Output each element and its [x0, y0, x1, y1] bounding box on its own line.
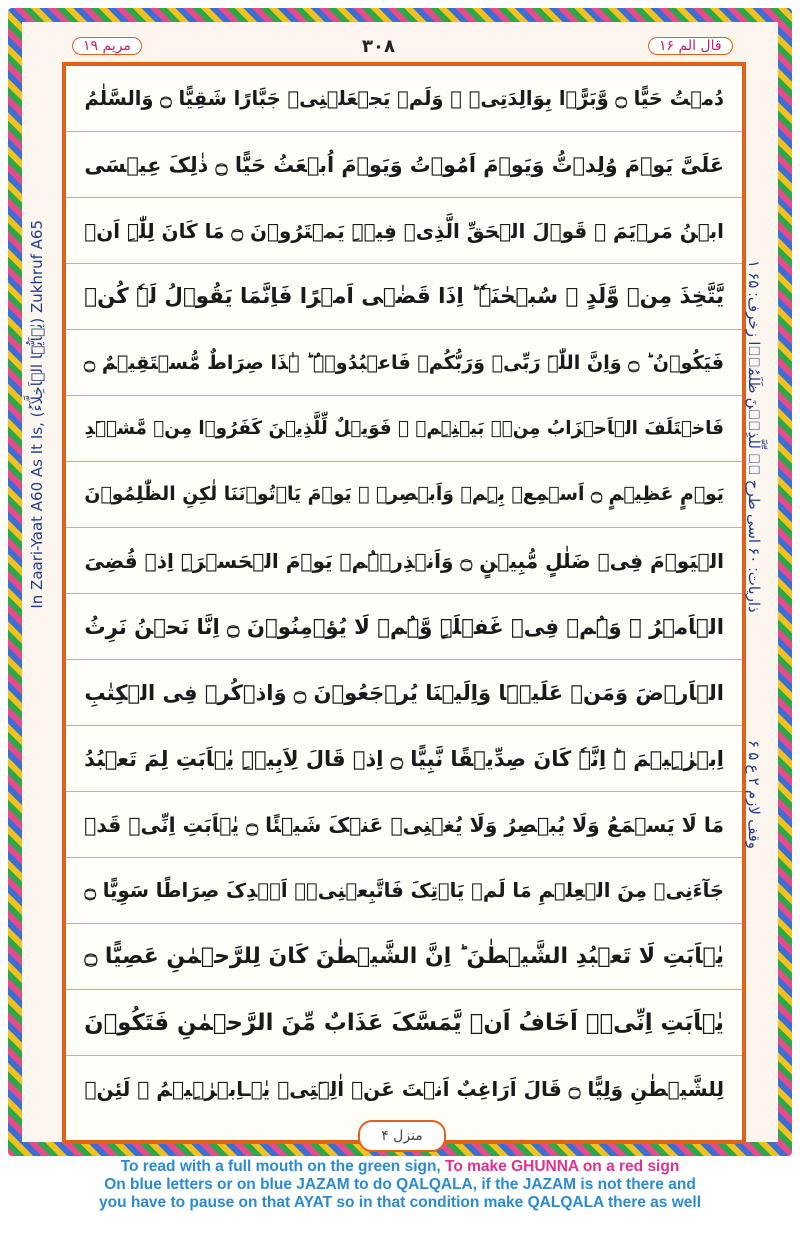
text-line-10: الۡاَرۡضَ وَمَنۡ عَلَیۡہَا وَاِلَیۡنَا یُرۡجَعُوۡنَ ۝ وَاذۡکُرۡ فِی الۡکِتٰبِ	[66, 660, 742, 726]
left-margin-note: In Zaari-Yaat A60 As It Is, (یٰۤاَیُّہَا الۡاَخِلَّآءُ) Zukhruf A65	[28, 220, 46, 609]
text-line-3: ابۡنُ مَرۡیَمَ ۚ قَوۡلَ الۡحَقِّ الَّذِیۡ فِیۡہِ یَمۡتَرُوۡنَ ۝ مَا کَانَ لِلّٰہِ اَنۡ	[66, 198, 742, 264]
text-line-7: یَوۡمٍ عَظِیۡمٍ ۝ اَسۡمِعۡ بِہِمۡ وَاَبۡصِرۡ ۙ یَوۡمَ یَاۡتُوۡنَنَا لٰکِنِ الظّٰلِمُوۡنَ	[66, 462, 742, 528]
text-line-4: یَّتَّخِذَ مِنۡ وَّلَدٍ ۙ سُبۡحٰنَہٗ ؕ اِذَا قَضٰۤی اَمۡرًا فَاِنَّمَا یَقُوۡلُ لَہٗ کُنۡ	[66, 264, 742, 330]
juz-name-badge: قال الم ۱۶	[648, 34, 733, 58]
text-line-1: دُمۡتُ حَیًّا ۝ وَّبَرًّۢا بِوَالِدَتِیۡ ۫ وَلَمۡ یَجۡعَلۡنِیۡ جَبَّارًا شَقِیًّا ۝ وَالسَّلٰمُ	[66, 66, 742, 132]
text-line-15: یٰۤاَبَتِ اِنِّیۡۤ اَخَافُ اَنۡ یَّمَسَّکَ عَذَابٌ مِّنَ الرَّحۡمٰنِ فَتَکُوۡنَ	[66, 990, 742, 1056]
manzil-badge: منزل ۴	[358, 1120, 446, 1152]
text-line-11: اِبۡرٰہِیۡمَ ۬ؕ اِنَّہٗ کَانَ صِدِّیۡقًا نَّبِیًّا ۝ اِذۡ قَالَ لِاَبِیۡہِ یٰۤاَبَتِ لِمَ تَعۡبُدُ	[66, 726, 742, 792]
text-line-8: الۡیَوۡمَ فِیۡ ضَلٰلٍ مُّبِیۡنٍ ۝ وَاَنۡذِرۡہُمۡ یَوۡمَ الۡحَسۡرَۃِ اِذۡ قُضِیَ	[66, 528, 742, 594]
footer-line-2: On blue letters or on blue JAZAM to do QALQALA, if the JAZAM is not there and	[104, 1176, 696, 1193]
footer-green-instruction: To read with a full mouth on the green sign,	[120, 1158, 446, 1175]
text-line-12: مَا لَا یَسۡمَعُ وَلَا یُبۡصِرُ وَلَا یُغۡنِیۡ عَنۡکَ شَیۡئًا ۝ یٰۤاَبَتِ اِنِّیۡ قَدۡ	[66, 792, 742, 858]
text-line-6: فَاخۡتَلَفَ الۡاَحۡزَابُ مِنۡۢ بَیۡنِہِمۡ ۚ فَوَیۡلٌ لِّلَّذِیۡنَ کَفَرُوۡا مِنۡ مَّشۡہَدِ	[66, 396, 742, 462]
page-number: ۳۰۸	[362, 35, 395, 57]
footer-red-instruction: To make GHUNNA on a red sign	[445, 1158, 680, 1175]
text-line-13: جَآءَنِیۡ مِنَ الۡعِلۡمِ مَا لَمۡ یَاۡتِکَ فَاتَّبِعۡنِیۡۤ اَہۡدِکَ صِرَاطًا سَوِیًّا ۝	[66, 858, 742, 924]
right-margin-note: ۱ ذاریات: ۶۰ اسی طرح ہے لِّلَّذِیۡنَ ظَلَمُوۡا زخرف: ۶۵	[745, 260, 762, 613]
surah-name-badge: مریم ۱۹	[72, 34, 142, 58]
right-margin-ruku: وقف لازم ۲ ع ۵ ۶	[745, 740, 762, 850]
text-line-9: الۡاَمۡرُ ۘ وَہُمۡ فِیۡ غَفۡلَۃٍ وَّہُمۡ لَا یُؤۡمِنُوۡنَ ۝ اِنَّا نَحۡنُ نَرِثُ	[66, 594, 742, 660]
text-line-16: لِلشَّیۡطٰنِ وَلِیًّا ۝ قَالَ اَرَاغِبٌ اَنۡتَ عَنۡ اٰلِہَتِیۡ یٰۤـاِبۡرٰہِیۡمُ ۚ لَئِنۡ	[84, 1077, 724, 1101]
footer-line-1	[0, 1158, 800, 1176]
text-line-5: فَیَکُوۡنُ ؕ ۝ وَاِنَّ اللّٰہَ رَبِّیۡ وَرَبُّکُمۡ فَاعۡبُدُوۡہُ ؕ ہٰذَا صِرَاطٌ مُّسۡتَقِیۡمٌ ۝	[66, 330, 742, 396]
footer-line-3: you have to pause on that AYAT so in that condition make QALQALA there as well	[98, 1194, 702, 1211]
quran-text-frame	[62, 62, 746, 1144]
tajweed-instructions-footer	[0, 1158, 800, 1212]
text-line-2: عَلَیَّ یَوۡمَ وُلِدۡتُّ وَیَوۡمَ اَمُوۡتُ وَیَوۡمَ اُبۡعَثُ حَیًّا ۝ ذٰلِکَ عِیۡسَی	[66, 132, 742, 198]
text-line-14: یٰۤاَبَتِ لَا تَعۡبُدِ الشَّیۡطٰنَ ؕ اِنَّ الشَّیۡطٰنَ کَانَ لِلرَّحۡمٰنِ عَصِیًّا ۝	[66, 924, 742, 990]
